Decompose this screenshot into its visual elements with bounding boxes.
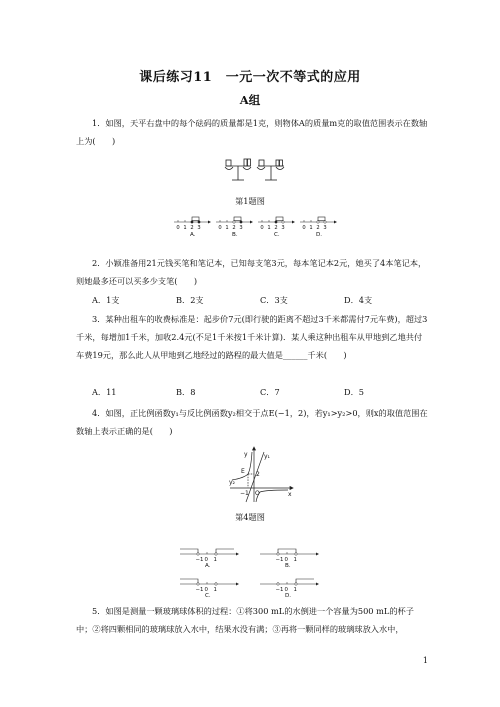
- y-axis-label: y: [244, 451, 248, 458]
- endpoint: [295, 583, 297, 585]
- axis-arrow: [316, 583, 319, 586]
- page-title: 课后练习11 一元一次不等式的应用: [139, 70, 361, 85]
- x-axis-label: x: [288, 491, 292, 498]
- tick-label: 3: [197, 225, 201, 231]
- tick-label: 1: [213, 557, 217, 563]
- tick-label: 0: [260, 225, 264, 231]
- option-label: B.: [232, 232, 238, 238]
- axis-arrow: [236, 583, 239, 586]
- shaded-ray: [216, 549, 234, 554]
- option-a: A．1支: [92, 295, 120, 305]
- endpoint: [275, 221, 277, 223]
- option-label: C.: [205, 593, 211, 599]
- tick-label: 1: [309, 225, 313, 231]
- option-d: D．5: [344, 387, 364, 397]
- option-label: A.: [205, 563, 211, 569]
- tick-label: 0: [176, 225, 180, 231]
- tick-label: 1: [225, 225, 229, 231]
- y2-label: y₂: [229, 479, 235, 486]
- option-a: A．11: [92, 387, 117, 397]
- tick-label: 0: [302, 225, 306, 231]
- question-3-text: 3．某种出租车的收费标准是：起步价7元(即行驶的距离不超过3千米都需付7元车费)，超过3千米，每增加1千米，加收2.4元(不足1千米按1千米计算)．某人乘这种出租车从甲地到乙地共付车费19元，那么此人从甲地到乙地经过的路程的最大值是______千米( ): [76, 314, 428, 360]
- shaded-ray: [296, 579, 314, 584]
- endpoint: [295, 553, 297, 555]
- option-b: B．8: [176, 387, 196, 397]
- hyperbola-branch-left: [232, 452, 252, 480]
- axis-arrow: [208, 221, 211, 224]
- balance-scale-left: [225, 159, 251, 180]
- tick-label: 0: [284, 587, 288, 593]
- option-d: D．4支: [344, 295, 373, 305]
- axis-arrow: [334, 221, 337, 224]
- tick-two-label: 2: [256, 471, 260, 478]
- axis-arrow: [292, 221, 295, 224]
- section-heading: A组: [239, 93, 261, 107]
- tick-neg1-label: −1: [240, 490, 249, 497]
- question-2-text: 2．小颖准备用21元钱买笔和笔记本，已知每支笔3元，每本笔记本2元，她买了4本笔记本，则她最多还可以买多少支笔( ): [76, 258, 427, 286]
- endpoint: [233, 221, 235, 223]
- balance-scale-right: [257, 160, 284, 180]
- endpoint: [317, 221, 319, 223]
- tick-label: 2: [232, 225, 236, 231]
- endpoint: [277, 553, 279, 555]
- tick-label: −1: [275, 557, 284, 563]
- origin-label: O: [255, 490, 260, 497]
- function-graph-figure: [226, 446, 296, 504]
- question-4-text: 4．如图，正比例函数y₁与反比例函数y₂相交于点E(−1，2)，若y₁>y₂>0，则x的取值范围在数轴上表示正确的是( ): [76, 408, 428, 436]
- tick-label: 2: [316, 225, 320, 231]
- question-2-options: [92, 292, 428, 308]
- option-label: D.: [285, 593, 292, 599]
- interval-mark: [192, 217, 199, 221]
- endpoint: [198, 221, 200, 223]
- tick-label: 1: [293, 557, 297, 563]
- axis-arrow: [316, 553, 319, 556]
- interval-mark: [318, 217, 325, 221]
- tick-label: 0: [204, 557, 208, 563]
- option-label: B.: [285, 563, 291, 569]
- balance-scales-figure: [222, 156, 288, 186]
- tick-label: 1: [213, 587, 217, 593]
- hyperbola-branch-right: [256, 490, 288, 502]
- tick-label: −1: [195, 587, 204, 593]
- tick-label: 0: [284, 557, 288, 563]
- question-3-options: [92, 384, 428, 400]
- figure-1-caption: 第1题图: [235, 196, 265, 206]
- endpoint: [240, 221, 242, 223]
- axis-arrow: [236, 553, 239, 556]
- tick-label: 3: [281, 225, 285, 231]
- question-4-number-lines: [178, 544, 328, 602]
- tick-label: 0: [218, 225, 222, 231]
- page-number: 1: [422, 656, 428, 665]
- option-c: C．3支: [260, 295, 288, 305]
- shaded-ray: [180, 549, 198, 554]
- endpoint: [215, 583, 217, 585]
- y1-label: y₁: [264, 453, 270, 460]
- endpoint: [215, 553, 217, 555]
- option-label: D.: [316, 232, 323, 238]
- endpoint: [277, 583, 279, 585]
- endpoint: [282, 221, 284, 223]
- question-5-text: 5．如图是测量一颗玻璃球体积的过程：①将300 mL的水倒进一个容量为500 mL的杯子中；②将四颗相同的玻璃球放入水中，结果水没有满；③再将一颗同样的玻璃球放入水中，: [76, 606, 414, 634]
- point-e-label: E: [241, 468, 245, 475]
- interval-mark: [234, 217, 241, 221]
- tick-label: 0: [204, 587, 208, 593]
- endpoint: [197, 583, 199, 585]
- tick-label: 1: [293, 587, 297, 593]
- option-label: C.: [274, 232, 280, 238]
- tick-label: 2: [274, 225, 278, 231]
- question-1-number-lines: [172, 212, 342, 244]
- question-1-text: 1．如图，天平右盘中的每个砝码的质量都是1克，则物体A的质量m克的取值范围表示在数轴上为( ): [76, 118, 428, 146]
- axis-arrow: [250, 221, 253, 224]
- option-label: A.: [190, 232, 196, 238]
- tick-label: −1: [275, 587, 284, 593]
- tick-label: 3: [239, 225, 243, 231]
- endpoint: [191, 221, 193, 223]
- interval-mark: [276, 217, 283, 221]
- tick-label: −1: [195, 557, 204, 563]
- endpoint: [324, 221, 326, 223]
- shaded-ray: [180, 579, 198, 584]
- tick-label: 1: [267, 225, 271, 231]
- figure-4-caption: 第4题图: [235, 512, 265, 522]
- tick-label: 1: [183, 225, 187, 231]
- tick-label: 3: [323, 225, 327, 231]
- endpoint: [197, 553, 199, 555]
- option-c: C．7: [260, 387, 280, 397]
- tick-label: 2: [190, 225, 194, 231]
- option-b: B．2支: [176, 295, 204, 305]
